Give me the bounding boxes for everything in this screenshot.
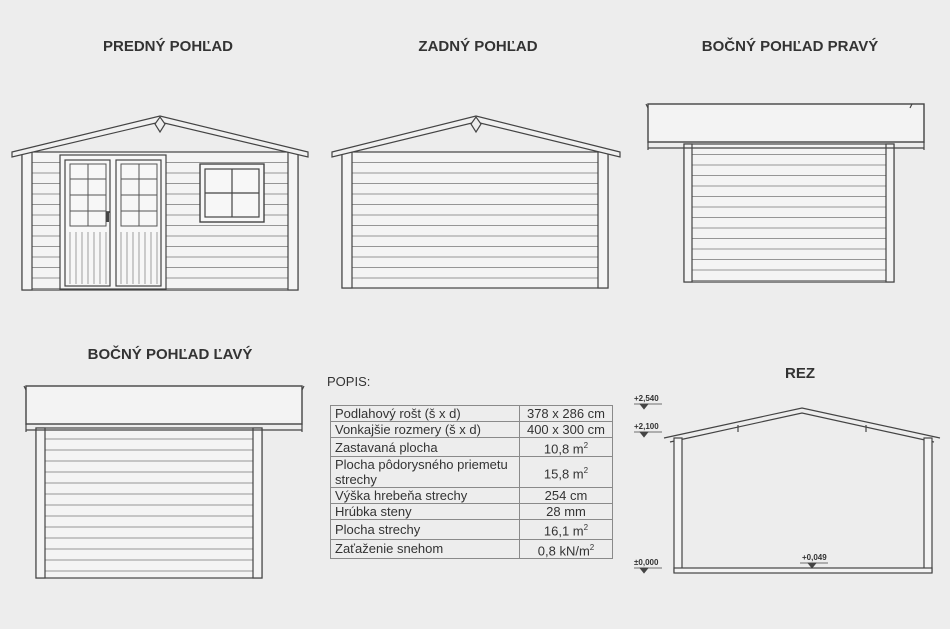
spec-value: 10,8 $m^2$ [520, 438, 613, 457]
spec-row [331, 438, 613, 457]
spec-row [331, 488, 613, 504]
front-view-title: PREDNÝ POHĽAD [102, 38, 233, 55]
spec-label: Plocha strechy [331, 520, 520, 539]
section-drawing [634, 404, 940, 573]
left-side-elevation [24, 386, 304, 578]
spec-value: 15,8 $m^2$ [520, 457, 613, 488]
spec-label: Zastavaná plocha [331, 438, 520, 457]
spec-value: 378 x 286 cm [520, 406, 613, 422]
spec-row [331, 504, 613, 520]
right-side-elevation [646, 104, 924, 282]
spec-label: Zaťaženie snehom [331, 539, 520, 558]
spec-label: Výška hrebeňa strechy [331, 488, 520, 504]
level-eave-label: +2,100 [634, 422, 659, 431]
spec-row [331, 539, 613, 558]
level-floor-label: +0,049 [802, 553, 827, 562]
spec-value: 0,8 $kN/m^2$ [520, 539, 613, 558]
spec-label: Plocha pôdorysného priemetu strechy [331, 457, 520, 488]
section-view-title: REZ [785, 365, 815, 382]
left-side-view-title: BOČNÝ POHĽAD ĽAVÝ [87, 346, 253, 363]
spec-value: 400 x 300 cm [520, 422, 613, 438]
spec-value: 16,1 $m^2$ [520, 520, 613, 539]
specs-table [330, 405, 613, 559]
popis-heading: POPIS: [327, 374, 371, 389]
spec-row [331, 422, 613, 438]
spec-value: 254 cm [520, 488, 613, 504]
spec-row [331, 520, 613, 539]
back-elevation [332, 116, 620, 288]
spec-value: 28 mm [520, 504, 613, 520]
spec-row [331, 457, 613, 488]
spec-label: Hrúbka steny [331, 504, 520, 520]
spec-row [331, 406, 613, 422]
spec-label: Podlahový rošt (š x d) [331, 406, 520, 422]
level-ground-label: ±0,000 [634, 558, 659, 567]
level-ridge-label: +2,540 [634, 394, 659, 403]
right-side-view-title: BOČNÝ POHĽAD PRAVÝ [701, 38, 879, 55]
spec-label: Vonkajšie rozmery (š x d) [331, 422, 520, 438]
front-elevation [12, 116, 308, 290]
back-view-title: ZADNÝ POHĽAD [418, 38, 538, 55]
